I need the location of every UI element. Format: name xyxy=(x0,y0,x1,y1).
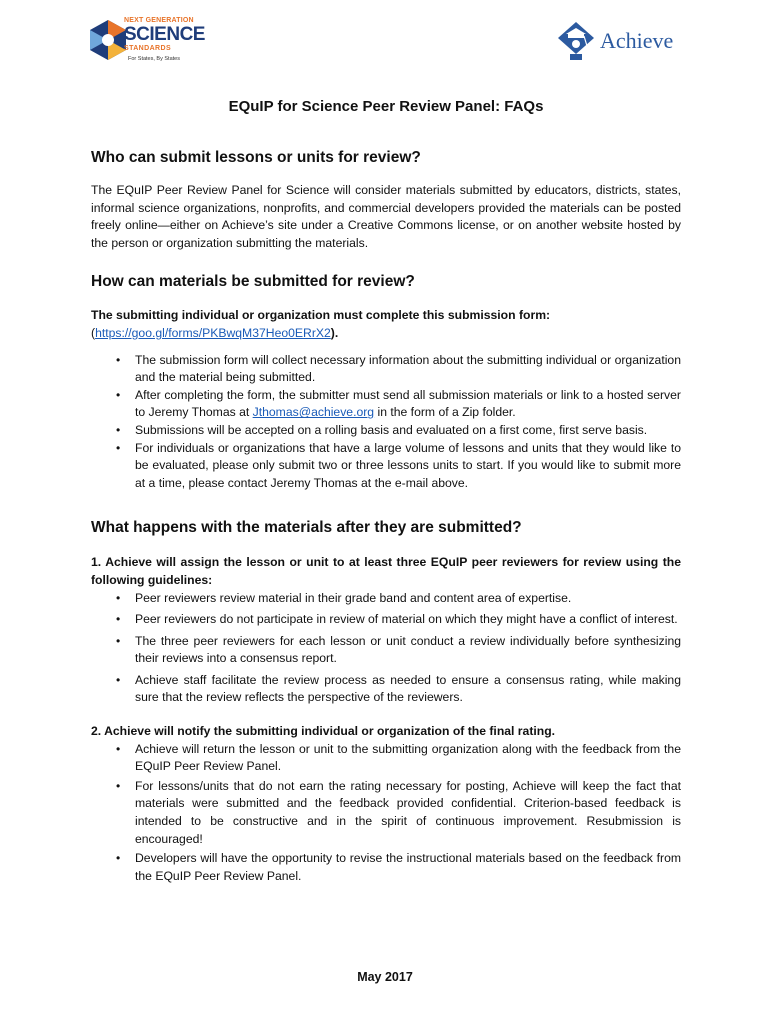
ngss-line1: NEXT GENERATION xyxy=(124,17,194,24)
list-item: • For lessons/units that do not earn the rating necessary for posting, Achieve will keep the fact that materials were submitted and the feedback provided confidential. Criterion-based feedback is intended to be constructive and in the spirit of continuous improvement. Resubmission is encouraged! xyxy=(116,778,681,846)
list-item: • For individuals or organizations that have a large volume of lessons and units that they would like to be evaluated, please only submit two or three lessons units to start. If you would like to submit more at a time, please contact Jeremy Thomas at the e-mail above. xyxy=(116,440,681,490)
ngss-tagline: For States, By States xyxy=(128,56,180,62)
bullet-icon: • xyxy=(116,387,121,402)
step-2-text: 2. Achieve will notify the submitting individual or organization of the final rating. xyxy=(91,724,556,739)
step-2-list xyxy=(91,741,681,886)
submission-form-intro: The submitting individual or organization must complete this submission form: xyxy=(91,308,551,323)
ngss-line2: SCIENCE xyxy=(124,24,205,45)
paragraph-who-can-submit: The EQuIP Peer Review Panel for Science will consider materials submitted by educators, districts, states, informal science organizations, nonprofits, and commercial developers provided the materials can be posted freely online—either on Achieve’s site under a Creative Commons license, or on another website hosted by the person or organization submitting the materials. xyxy=(91,183,681,250)
list-item: • Peer reviewers review material in their grade band and content area of expertise. xyxy=(91,590,681,608)
footer-date: May 2017 xyxy=(357,970,413,984)
bullet-icon: • xyxy=(116,851,121,866)
heading-how-to-submit: How can materials be submitted for review? xyxy=(91,273,415,291)
bullet-icon: • xyxy=(116,440,121,455)
list-item: • Developers will have the opportunity to revise the instructional materials based on the feedback from the EQuIP Peer Review Panel. xyxy=(116,851,681,883)
achieve-graduation-cap-icon xyxy=(556,20,596,62)
ngss-wordmark xyxy=(124,16,204,63)
list-item: • The three peer reviewers for each lesson or unit conduct a review individually before synthesizing their reviews into a consensus report. xyxy=(116,633,681,666)
list-item: • After completing the form, the submitter must send all submission materials or link to a hosted server to Jeremy Thomas at Jthomas@achieve.org in the form of a Zip folder. xyxy=(116,387,681,420)
step-1-text: 1. Achieve will assign the lesson or unit to at least three EQuIP peer reviewers for review using the following guidelines: xyxy=(91,555,681,587)
bullet-icon: • xyxy=(116,422,121,437)
bullet-icon: • xyxy=(116,633,121,648)
list-item: • Achieve staff facilitate the review process as needed to ensure a consensus rating, while making sure that the review reflects the perspective of the reviewers. xyxy=(116,672,681,705)
bullet-icon: • xyxy=(116,778,121,793)
submission-form-link-line: (https://goo.gl/forms/PKBwqM37Heo0ERrX2). xyxy=(91,325,339,340)
achieve-wordmark: Achieve xyxy=(600,28,674,53)
bullet-icon: • xyxy=(116,352,121,367)
document-body xyxy=(91,98,681,885)
ngss-line3: STANDARDS xyxy=(124,45,172,52)
step-1-list xyxy=(91,590,681,708)
bullet-icon: • xyxy=(116,741,121,756)
ngss-hexagon-icon xyxy=(88,18,128,62)
list-item: • Achieve will return the lesson or unit to the submitting organization along with the feedback from the EQuIP Peer Review Panel. xyxy=(116,741,681,774)
list-item: • The submission form will collect necessary information about the submitting individual or organization and the material being submitted. xyxy=(116,352,681,385)
heading-who-can-submit: Who can submit lessons or units for review? xyxy=(91,149,421,166)
bullet-icon: • xyxy=(116,612,121,627)
email-link[interactable]: Jthomas@achieve.org xyxy=(252,405,375,420)
bullet-icon: • xyxy=(116,590,121,605)
how-to-submit-list xyxy=(91,352,681,493)
bullet-icon: • xyxy=(116,672,121,687)
list-item: • Peer reviewers do not participate in review of material on which they might have a conflict of interest. xyxy=(91,611,681,629)
list-item: • Submissions will be accepted on a rolling basis and evaluated on a first come, first serve basis. xyxy=(91,422,681,440)
submission-form-link[interactable]: https://goo.gl/forms/PKBwqM37Heo0ERrX2 xyxy=(95,325,331,340)
ngss-logo xyxy=(88,16,205,68)
achieve-logo xyxy=(556,20,676,64)
page-title: EQuIP for Science Peer Review Panel: FAQs xyxy=(228,98,544,115)
heading-after-submission: What happens with the materials after they are submitted? xyxy=(91,519,522,537)
